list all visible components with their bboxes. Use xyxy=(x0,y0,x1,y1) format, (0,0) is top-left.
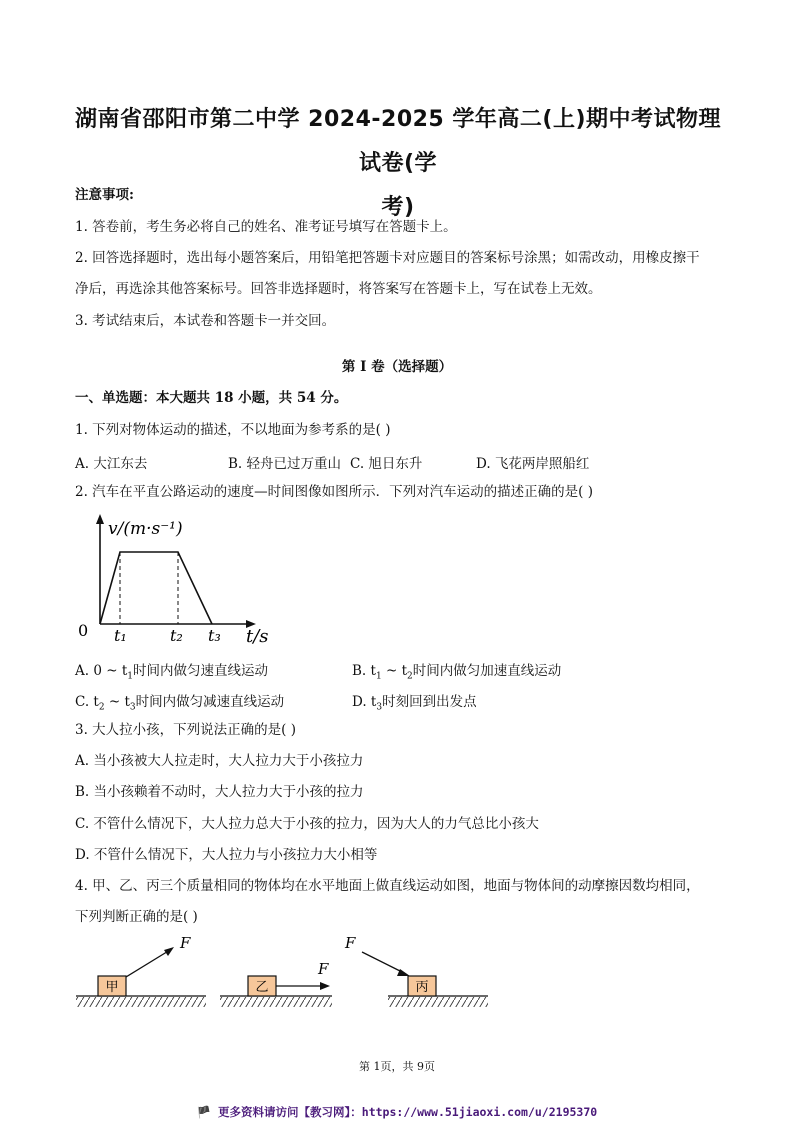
notice-item-2-cont: 净后，再选涂其他答案标号。回答非选择题时，将答案写在答题卡上，写在试卷上无效。 xyxy=(75,281,602,297)
notice-item-3: 3. 考试结束后，本试卷和答题卡一并交回。 xyxy=(75,313,336,329)
ground-hatch-jia xyxy=(76,997,206,1007)
notice-item-1: 1. 答卷前，考生务必将自己的姓名、准考证号填写在答题卡上。 xyxy=(75,219,457,235)
force-arrow-jia xyxy=(126,950,170,977)
q3-option-a: A. 当小孩被大人拉走时，大人拉力大于小孩拉力 xyxy=(75,753,364,769)
force-arrow-bing xyxy=(362,952,404,973)
force-arrowhead-yi-icon xyxy=(320,982,330,990)
q2-stem: 2. 汽车在平直公路运动的速度—时间图像如图所示．下列对汽车运动的描述正确的是( ) xyxy=(75,484,593,500)
notice-item-2: 2. 回答选择题时，选出每小题答案后，用铅笔把答题卡对应题目的答案标号涂黑；如需改动，用橡皮擦干 xyxy=(75,250,700,266)
q4-stem-line-2: 下列判断正确的是( ) xyxy=(75,909,198,925)
q1-stem: 1. 下列对物体运动的描述，不以地面为参考系的是( ) xyxy=(75,422,391,438)
ground-hatch-bing xyxy=(388,997,488,1007)
q3-option-d: D. 不管什么情况下，大人拉力与小孩拉力大小相等 xyxy=(75,847,378,863)
section-heading: 一、单选题：本大题共 18 小题，共 54 分。 xyxy=(75,390,348,406)
title-line-1: 湖南省邵阳市第二中学 2024-2025 学年高二(上)期中考试物理试卷(学 xyxy=(74,107,722,176)
y-axis-arrow-icon xyxy=(96,514,104,524)
velocity-line xyxy=(100,552,212,624)
q1-option-c: C. 旭日东升 xyxy=(350,456,423,472)
notice-heading: 注意事项: xyxy=(75,187,134,203)
q4-stem-line-1: 4. 甲、乙、丙三个质量相同的物体均在水平地面上做直线运动如图，地面与物体间的动摩擦因数均相同， xyxy=(75,878,700,894)
q2-option-b: B. $t_1$ ~ $t_2$时间内做匀加速直线运动 xyxy=(352,663,562,682)
title-line-2: 考) xyxy=(381,195,415,220)
q1-option-b: B. 轻舟已过万重山 xyxy=(228,456,342,472)
exam-title xyxy=(70,98,726,230)
force-label-jia: F xyxy=(180,934,191,952)
promo-link[interactable]: 🏴 更多资料请访问【教习网】：https://www.51jiaoxi.com/u/2195370 xyxy=(196,1105,598,1119)
ground-hatch-yi xyxy=(220,997,332,1007)
block-yi-label: 乙 xyxy=(255,980,269,995)
graph-t2: t₂ xyxy=(170,626,183,645)
q2-option-d: D. $t_3$时刻回到出发点 xyxy=(352,694,477,713)
graph-xlabel: t/s xyxy=(246,626,269,647)
graph-ylabel: v/(m·s⁻¹) xyxy=(108,519,183,539)
block-bing-label: 丙 xyxy=(415,980,429,995)
q1-option-d: D. 飞花两岸照船红 xyxy=(476,456,590,472)
q1-option-a: A. 大江东去 xyxy=(75,456,148,472)
q2-option-c: C. $t_2$ ~ $t_3$时间内做匀减速直线运动 xyxy=(75,694,285,713)
vt-graph xyxy=(70,508,290,653)
section-title: 第 I 卷（选择题） xyxy=(341,359,453,375)
force-arrowhead-jia-icon xyxy=(164,947,174,956)
q3-option-c: C. 不管什么情况下，大人拉力总大于小孩的拉力，因为大人的力气总比小孩大 xyxy=(75,816,539,832)
page-footer: 第 1页，共 9页 xyxy=(359,1060,435,1073)
force-label-bing: F xyxy=(345,934,356,952)
graph-t3: t₃ xyxy=(208,626,221,645)
q3-option-b: B. 当小孩赖着不动时，大人拉力大于小孩的拉力 xyxy=(75,784,364,800)
force-diagram xyxy=(70,930,490,1015)
q2-option-a: A. 0 ~ $t_1$时间内做匀速直线运动 xyxy=(75,663,268,682)
q3-stem: 3. 大人拉小孩，下列说法正确的是( ) xyxy=(75,722,296,738)
graph-t1: t₁ xyxy=(114,626,127,645)
block-jia-label: 甲 xyxy=(105,980,119,995)
graph-origin: 0 xyxy=(78,621,89,640)
force-label-yi: F xyxy=(318,960,329,978)
